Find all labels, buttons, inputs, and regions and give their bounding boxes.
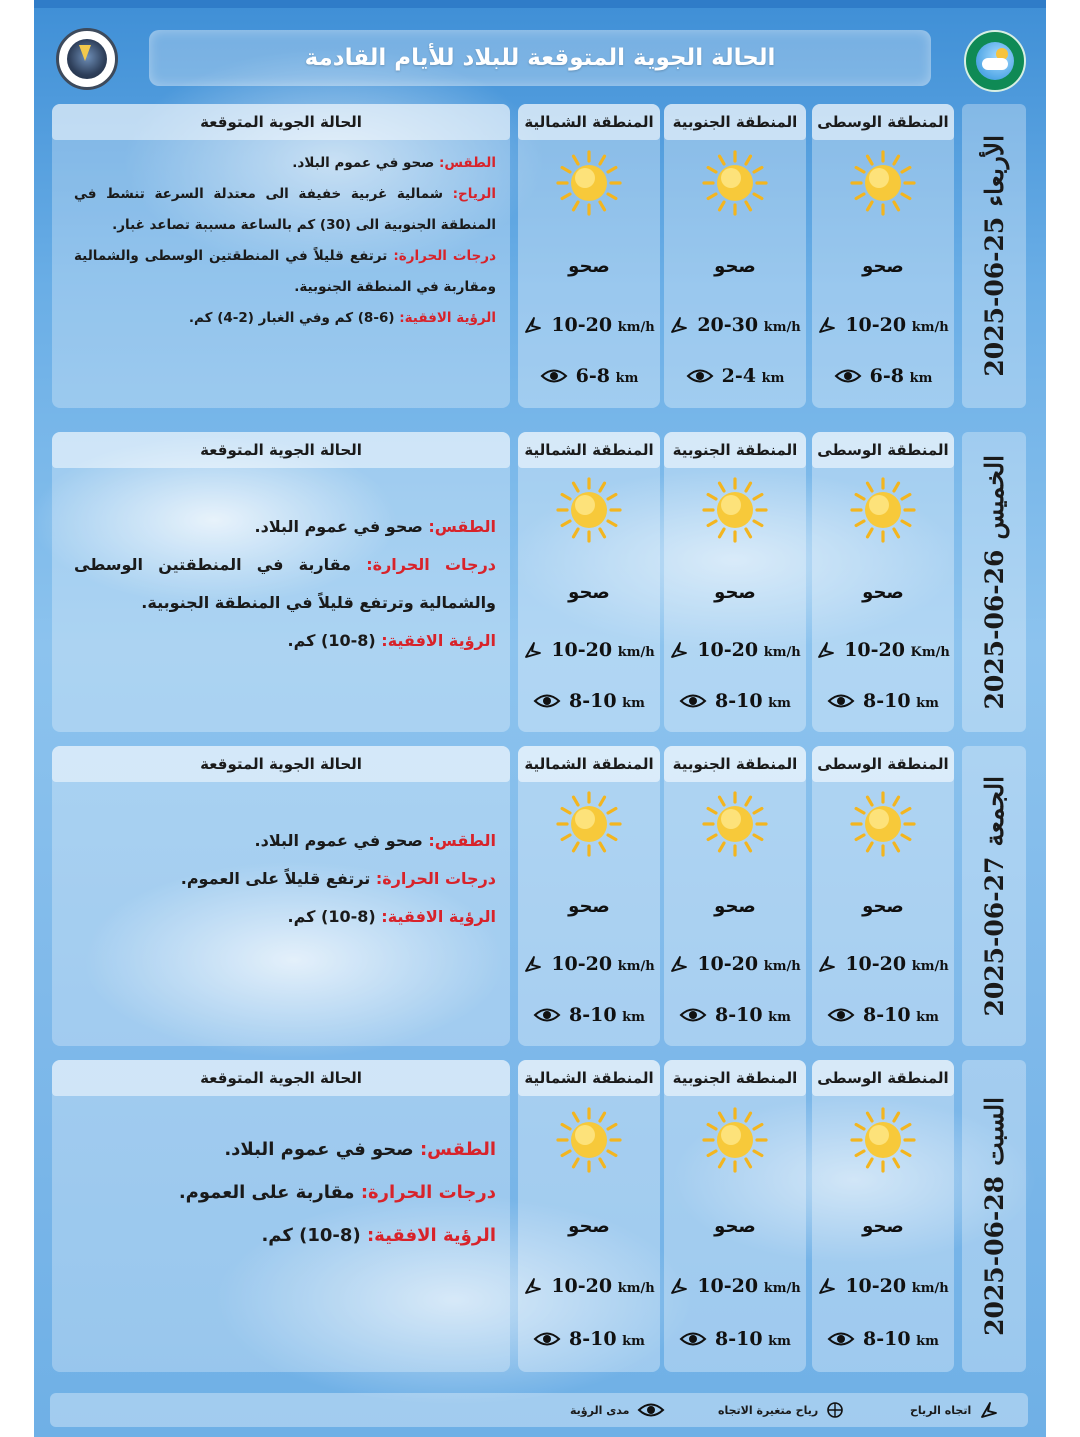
wind-speed xyxy=(812,953,954,975)
panel-title: الحالة الجوية المتوقعة xyxy=(52,746,510,782)
region-name: المنطقة الشمالية xyxy=(518,104,660,140)
day-row xyxy=(34,746,1046,1046)
wind-text xyxy=(697,639,800,661)
weather-line-value: صحو في عموم البلاد. xyxy=(292,155,435,171)
visibility-line-label: الرؤية الافقية: xyxy=(399,310,496,326)
wind-unit: km/h xyxy=(617,320,655,335)
temperature-line-label: درجات الحرارة: xyxy=(375,869,496,888)
visibility-unit: km xyxy=(768,1334,791,1349)
sun-icon xyxy=(850,1107,916,1173)
visibility-text xyxy=(863,1004,939,1026)
wind-arrow-icon xyxy=(979,1400,999,1420)
visibility-text xyxy=(715,1328,791,1350)
wind-unit: Km/h xyxy=(910,645,950,660)
wind-speed xyxy=(518,639,660,661)
date-strip xyxy=(962,746,1026,1046)
visibility-range xyxy=(812,1004,954,1026)
visibility-value: 8-10 xyxy=(863,1004,911,1026)
visibility-value: 8-10 xyxy=(715,690,763,712)
visibility-text xyxy=(715,690,791,712)
wind-value: 10-20 xyxy=(845,314,907,336)
visibility-range xyxy=(518,1004,660,1026)
eye-icon xyxy=(827,1006,855,1024)
temperature-line-label: درجات الحرارة: xyxy=(393,248,496,264)
day-row xyxy=(34,432,1046,732)
forecast-text xyxy=(74,822,496,936)
visibility-value: 8-10 xyxy=(569,1328,617,1350)
region-name: المنطقة الوسطى xyxy=(812,432,954,468)
eye-icon xyxy=(827,692,855,710)
region-name: المنطقة الشمالية xyxy=(518,1060,660,1096)
wind-speed xyxy=(664,639,806,661)
visibility-range xyxy=(664,1004,806,1026)
legend-variable-winds xyxy=(718,1393,844,1427)
day-date: 2025-06-27 xyxy=(979,856,1009,1017)
temperature-line xyxy=(74,241,496,303)
day-date-label xyxy=(980,776,1009,1017)
condition-label: صحو xyxy=(862,582,904,603)
sun-icon xyxy=(702,477,768,543)
date-strip xyxy=(962,104,1026,408)
visibility-line-label: الرؤية الافقية: xyxy=(381,631,496,650)
weather-line-label: الطقس: xyxy=(419,1139,496,1160)
sun-icon xyxy=(702,1107,768,1173)
weather-line-value: صحو في عموم البلاد. xyxy=(224,1139,414,1160)
forecast-text xyxy=(74,1128,496,1257)
visibility-value: 8-10 xyxy=(715,1328,763,1350)
visibility-line xyxy=(74,1214,496,1257)
winds-line-label: الرياح: xyxy=(452,186,497,202)
region-card xyxy=(518,432,660,732)
wind-value: 10-20 xyxy=(845,953,907,975)
region-card xyxy=(664,104,806,408)
condition-label: صحو xyxy=(862,256,904,277)
logo-left-seal xyxy=(56,28,118,90)
wind-arrow-icon xyxy=(817,1276,837,1296)
temperature-line-value: ترتفع قليلاً على العموم. xyxy=(180,869,371,888)
visibility-line-label: الرؤية الافقية: xyxy=(366,1225,496,1246)
wind-unit: km/h xyxy=(617,645,655,660)
wind-text xyxy=(551,1275,654,1297)
wind-arrow-icon xyxy=(669,1276,689,1296)
temperature-line-label: درجات الحرارة: xyxy=(360,1182,496,1203)
logo-right-seal xyxy=(964,30,1026,92)
visibility-text xyxy=(576,365,639,387)
wind-unit: km/h xyxy=(763,645,801,660)
visibility-value: 8-10 xyxy=(863,1328,911,1350)
wind-text xyxy=(845,314,948,336)
visibility-value: 8-10 xyxy=(863,690,911,712)
region-name: المنطقة الجنوبية xyxy=(664,746,806,782)
weather-line xyxy=(74,508,496,546)
wind-speed xyxy=(518,953,660,975)
date-strip xyxy=(962,432,1026,732)
wind-unit: km/h xyxy=(763,320,801,335)
condition-label: صحو xyxy=(568,1216,610,1237)
region-name: المنطقة الشمالية xyxy=(518,746,660,782)
visibility-line xyxy=(74,622,496,660)
visibility-text xyxy=(569,1004,645,1026)
visibility-range xyxy=(518,1328,660,1350)
weather-line-value: صحو في عموم البلاد. xyxy=(254,831,423,850)
panel-title: الحالة الجوية المتوقعة xyxy=(52,104,510,140)
sun-icon xyxy=(556,150,622,216)
panel-title: الحالة الجوية المتوقعة xyxy=(52,1060,510,1096)
temperature-line xyxy=(74,546,496,622)
region-card xyxy=(664,432,806,732)
wind-speed xyxy=(664,314,806,336)
wind-value: 10-20 xyxy=(697,953,759,975)
region-card xyxy=(518,746,660,1046)
visibility-value: 6-8 xyxy=(869,365,904,387)
visibility-unit: km xyxy=(615,371,639,386)
condition-label: صحو xyxy=(714,256,756,277)
wind-text xyxy=(551,953,654,975)
wind-arrow-icon xyxy=(669,315,689,335)
compass-icon xyxy=(826,1401,844,1419)
wind-speed xyxy=(518,314,660,336)
condition-label: صحو xyxy=(862,896,904,917)
legend-visibility-label: مدى الرؤية xyxy=(570,1403,630,1417)
wind-unit: km/h xyxy=(763,1281,801,1296)
wind-speed xyxy=(664,953,806,975)
visibility-value: 8-10 xyxy=(715,1004,763,1026)
wind-value: 10-20 xyxy=(551,1275,613,1297)
weather-line-label: الطقس: xyxy=(428,517,496,536)
sun-icon xyxy=(556,477,622,543)
wind-speed xyxy=(664,1275,806,1297)
region-card xyxy=(518,104,660,408)
eye-icon xyxy=(533,1330,561,1348)
sun-icon xyxy=(850,477,916,543)
sun-icon xyxy=(556,791,622,857)
visibility-line xyxy=(74,898,496,936)
wind-text xyxy=(845,953,948,975)
eye-icon xyxy=(637,1401,665,1419)
region-name: المنطقة الجنوبية xyxy=(664,104,806,140)
day-row xyxy=(34,1060,1046,1372)
visibility-unit: km xyxy=(768,696,791,711)
wind-text xyxy=(844,639,950,661)
visibility-unit: km xyxy=(916,1334,939,1349)
wind-arrow-icon xyxy=(523,1276,543,1296)
date-strip xyxy=(962,1060,1026,1372)
visibility-text xyxy=(569,690,645,712)
eye-icon xyxy=(686,367,714,385)
wind-value: 10-20 xyxy=(551,314,613,336)
region-card xyxy=(518,1060,660,1372)
region-name: المنطقة الجنوبية xyxy=(664,432,806,468)
wind-unit: km/h xyxy=(911,1281,949,1296)
wind-text xyxy=(697,953,800,975)
weather-line-label: الطقس: xyxy=(428,831,496,850)
forecast-text xyxy=(74,148,496,334)
visibility-text xyxy=(863,1328,939,1350)
region-name: المنطقة الشمالية xyxy=(518,432,660,468)
visibility-unit: km xyxy=(909,371,933,386)
sun-icon xyxy=(702,150,768,216)
visibility-unit: km xyxy=(916,1010,939,1025)
visibility-range xyxy=(518,365,660,387)
wind-value: 20-30 xyxy=(697,314,759,336)
visibility-line-value: (8-10) كم. xyxy=(287,907,376,926)
weather-line-label: الطقس: xyxy=(438,155,496,171)
wind-value: 10-20 xyxy=(845,1275,907,1297)
wind-arrow-icon xyxy=(669,954,689,974)
region-card xyxy=(812,104,954,408)
day-row xyxy=(34,104,1046,408)
eye-icon xyxy=(679,692,707,710)
wind-speed xyxy=(812,1275,954,1297)
wind-value: 10-20 xyxy=(551,639,613,661)
sun-icon xyxy=(850,150,916,216)
eye-icon xyxy=(533,692,561,710)
eye-icon xyxy=(679,1006,707,1024)
day-name: الأربعاء xyxy=(979,135,1009,207)
forecast-panel xyxy=(52,1060,510,1372)
visibility-range xyxy=(664,690,806,712)
temperature-line-label: درجات الحرارة: xyxy=(366,555,497,574)
visibility-range xyxy=(664,365,806,387)
panel-title: الحالة الجوية المتوقعة xyxy=(52,432,510,468)
visibility-unit: km xyxy=(622,1010,645,1025)
day-date: 2025-06-25 xyxy=(979,216,1009,377)
forecast-page xyxy=(34,0,1046,1437)
visibility-unit: km xyxy=(916,696,939,711)
eye-icon xyxy=(834,367,862,385)
wind-arrow-icon xyxy=(817,954,837,974)
day-name: الخميس xyxy=(979,454,1009,540)
wind-speed xyxy=(812,639,954,661)
temperature-line-value: مقاربة في المنطقتين الوسطى والشمالية وترتفع قليلاً في المنطقة الجنوبية. xyxy=(74,555,496,612)
visibility-line-value: (8-10) كم. xyxy=(261,1225,361,1246)
legend-variable-winds-label: رياح متغيرة الاتجاه xyxy=(718,1403,819,1417)
legend xyxy=(50,1393,1028,1427)
weather-line xyxy=(74,1128,496,1171)
visibility-value: 8-10 xyxy=(569,690,617,712)
wind-arrow-icon xyxy=(523,640,543,660)
eye-icon xyxy=(533,1006,561,1024)
wind-arrow-icon xyxy=(816,640,836,660)
visibility-line-value: (8-10) كم. xyxy=(287,631,376,650)
forecast-text xyxy=(74,508,496,660)
condition-label: صحو xyxy=(862,1216,904,1237)
wind-arrow-icon xyxy=(817,315,837,335)
visibility-text xyxy=(569,1328,645,1350)
wind-arrow-icon xyxy=(669,640,689,660)
visibility-range xyxy=(664,1328,806,1350)
wind-speed xyxy=(812,314,954,336)
condition-label: صحو xyxy=(568,582,610,603)
forecast-panel xyxy=(52,104,510,408)
visibility-unit: km xyxy=(768,1010,791,1025)
eye-icon xyxy=(540,367,568,385)
condition-label: صحو xyxy=(568,896,610,917)
wind-unit: km/h xyxy=(763,959,801,974)
wind-value: 10-20 xyxy=(697,639,759,661)
region-card xyxy=(812,1060,954,1372)
forecast-panel xyxy=(52,746,510,1046)
sun-icon xyxy=(556,1107,622,1173)
wind-text xyxy=(697,1275,800,1297)
wind-unit: km/h xyxy=(617,1281,655,1296)
condition-label: صحو xyxy=(568,256,610,277)
wind-unit: km/h xyxy=(911,320,949,335)
visibility-text xyxy=(870,365,933,387)
temperature-line-value: مقاربة على العموم. xyxy=(178,1182,355,1203)
weather-line xyxy=(74,822,496,860)
legend-wind-direction xyxy=(910,1393,999,1427)
visibility-text xyxy=(863,690,939,712)
region-card xyxy=(664,746,806,1046)
condition-label: صحو xyxy=(714,1216,756,1237)
wind-arrow-icon xyxy=(523,315,543,335)
region-name: المنطقة الوسطى xyxy=(812,104,954,140)
region-card xyxy=(812,432,954,732)
legend-wind-direction-label: اتجاه الرياح xyxy=(910,1403,972,1417)
region-card xyxy=(664,1060,806,1372)
legend-visibility xyxy=(570,1393,665,1427)
visibility-line xyxy=(74,303,496,334)
sun-icon xyxy=(702,791,768,857)
winds-line xyxy=(74,179,496,241)
day-date-label xyxy=(980,135,1009,377)
region-name: المنطقة الوسطى xyxy=(812,746,954,782)
visibility-value: 2-4 xyxy=(721,365,756,387)
temperature-line xyxy=(74,1171,496,1214)
day-name: السبت xyxy=(979,1096,1009,1166)
day-date: 2025-06-26 xyxy=(979,549,1009,710)
wind-unit: km/h xyxy=(911,959,949,974)
visibility-range xyxy=(812,1328,954,1350)
page-title: الحالة الجوية المتوقعة للبلاد للأيام القادمة xyxy=(304,45,776,71)
wind-unit: km/h xyxy=(617,959,655,974)
wind-text xyxy=(845,1275,948,1297)
day-name: الجمعة xyxy=(979,775,1009,847)
wind-speed xyxy=(518,1275,660,1297)
visibility-unit: km xyxy=(622,696,645,711)
visibility-unit: km xyxy=(761,371,785,386)
day-date-label xyxy=(980,455,1009,710)
visibility-range xyxy=(518,690,660,712)
wind-arrow-icon xyxy=(523,954,543,974)
sun-icon xyxy=(850,791,916,857)
visibility-text xyxy=(722,365,785,387)
visibility-unit: km xyxy=(622,1334,645,1349)
visibility-value: 8-10 xyxy=(569,1004,617,1026)
wind-value: 10-20 xyxy=(697,1275,759,1297)
weather-line xyxy=(74,148,496,179)
region-card xyxy=(812,746,954,1046)
wind-text xyxy=(551,639,654,661)
wind-text xyxy=(551,314,654,336)
day-date-label xyxy=(980,1097,1009,1336)
visibility-range xyxy=(812,690,954,712)
day-date: 2025-06-28 xyxy=(979,1175,1009,1336)
visibility-line-label: الرؤية الافقية: xyxy=(381,907,496,926)
region-name: المنطقة الجنوبية xyxy=(664,1060,806,1096)
temperature-line xyxy=(74,860,496,898)
visibility-line-value: (6-8) كم وفي الغبار (2-4) كم. xyxy=(188,310,395,326)
region-name: المنطقة الوسطى xyxy=(812,1060,954,1096)
wind-value: 10-20 xyxy=(844,639,905,661)
wind-value: 10-20 xyxy=(551,953,613,975)
winds-line-value: شمالية غربية خفيفة الى معتدلة السرعة تنشط في المنطقة الجنوبية الى (30) كم بالساعة مسببة تصاعد غبار. xyxy=(74,186,496,233)
visibility-value: 6-8 xyxy=(575,365,610,387)
condition-label: صحو xyxy=(714,896,756,917)
wind-text xyxy=(697,314,800,336)
visibility-text xyxy=(715,1004,791,1026)
title-bar xyxy=(149,30,931,86)
eye-icon xyxy=(827,1330,855,1348)
temperature-line-value: ترتفع قليلاً في المنطقتين الوسطى والشمالية ومقاربة في المنطقة الجنوبية. xyxy=(74,248,496,295)
eye-icon xyxy=(679,1330,707,1348)
condition-label: صحو xyxy=(714,582,756,603)
visibility-range xyxy=(812,365,954,387)
weather-line-value: صحو في عموم البلاد. xyxy=(254,517,423,536)
forecast-panel xyxy=(52,432,510,732)
